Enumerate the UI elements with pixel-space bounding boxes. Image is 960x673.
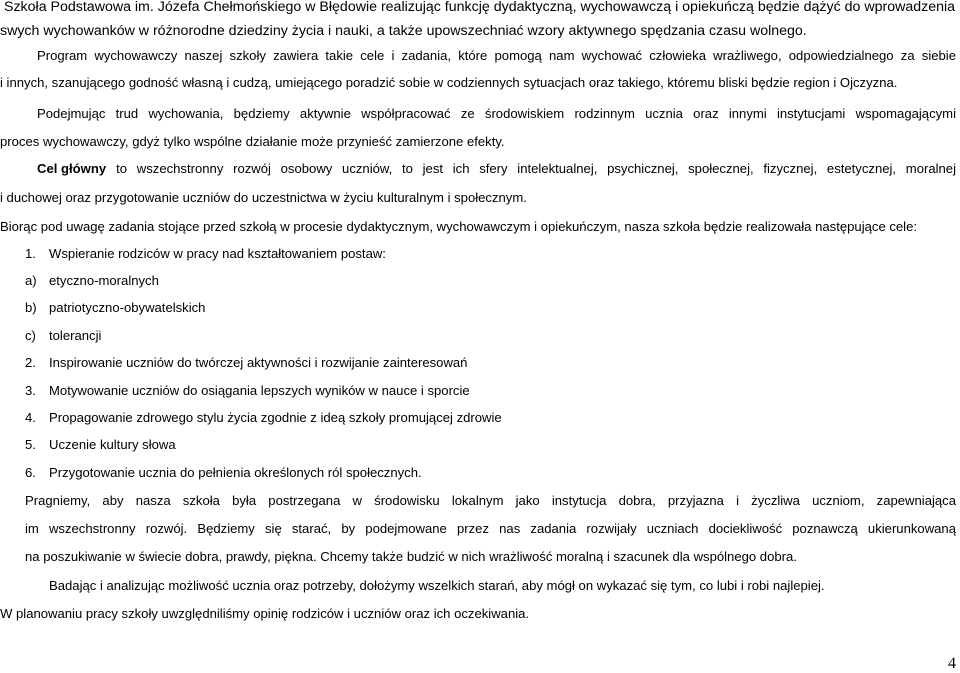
intro-line-2: swych wychowanków w różnorodne dziedziny życia i nauki, a także upowszechniać wzory aktywnego spędzania czasu wolnego. — [0, 23, 807, 39]
list-text: etyczno-moralnych — [49, 273, 159, 288]
list-text: Inspirowanie uczniów do twórczej aktywności i rozwijanie zainteresowań — [49, 355, 468, 370]
list-item — [25, 438, 176, 451]
aspiration-line-3: na poszukiwanie w świecie dobra, prawdy, piękna. Chcemy także budzić w nich wrażliwość moralną i szacunek dla wspólnego dobra. — [25, 549, 797, 564]
list-item — [25, 329, 101, 342]
list-item — [25, 247, 386, 260]
list-text: Motywowanie uczniów do osiągania lepszych wyników w nauce i sporcie — [49, 383, 470, 398]
analysis-paragraph: Badając i analizując możliwość ucznia oraz potrzeby, dołożymy wszelkich starań, aby mógł on wykazać się tym, co lubi i robi najlepiej. — [49, 578, 825, 593]
list-marker: 6. — [25, 465, 36, 480]
list-marker: 4. — [25, 410, 36, 425]
list-marker: 1. — [25, 246, 36, 261]
list-item — [25, 411, 502, 424]
program-line-2: i innych, szanującego godność własną i cudzą, umiejącego poradzić sobie w codziennych sytuacjach oraz takiego, któremu bliski będzie region i Ojczyzna. — [0, 75, 898, 90]
list-text: patriotyczno-obywatelskich — [49, 300, 206, 315]
list-item — [25, 356, 467, 369]
main-goal-text: to wszechstronny rozwój osobowy uczniów, to jest ich sfery intelektualnej, psychicznej, społecznej, fizycznej, estetycznej, moralnej — [116, 161, 956, 176]
list-marker: c) — [25, 328, 36, 343]
list-marker: 5. — [25, 437, 36, 452]
cooperation-line-1: Podejmując trud wychowania, będziemy aktywnie współpracować ze środowiskiem rodzinnym ucznia oraz innymi instytucjami wspomagającymi — [37, 106, 956, 121]
cooperation-line-2: proces wychowawczy, gdyż tylko wspólne działanie może przynieść zamierzone efekty. — [0, 134, 505, 149]
list-intro: Biorąc pod uwagę zadania stojące przed szkołą w procesie dydaktycznym, wychowawczym i opiekuńczym, nasza szkoła będzie realizowała następujące cele: — [0, 219, 918, 234]
main-goal-line-2: i duchowej oraz przygotowanie uczniów do uczestnictwa w życiu kulturalnym i społecznym. — [0, 190, 527, 205]
page-number: 4 — [948, 655, 956, 672]
list-item — [25, 301, 205, 314]
list-text: Wspieranie rodziców w pracy nad kształtowaniem postaw: — [49, 246, 386, 261]
list-item — [25, 466, 422, 479]
main-goal-line-1 — [37, 162, 956, 175]
list-text: tolerancji — [49, 328, 102, 343]
list-marker: 3. — [25, 383, 36, 398]
list-item — [25, 274, 159, 287]
planning-paragraph: W planowaniu pracy szkoły uwzględniliśmy opinię rodziców i uczniów oraz ich oczekiwania. — [0, 606, 530, 621]
aspiration-line-1: Pragniemy, aby nasza szkoła była postrzegana w środowisku lokalnym jako instytucja dobra, przyjazna i życzliwa uczniom, zapewniająca — [25, 493, 956, 508]
list-marker: a) — [25, 273, 37, 288]
list-item — [25, 384, 470, 397]
list-text: Uczenie kultury słowa — [49, 437, 176, 452]
list-marker: b) — [25, 300, 37, 315]
intro-line-1: Szkoła Podstawowa im. Józefa Chełmońskiego w Błędowie realizując funkcję dydaktyczną, wychowawczą i opiekuńczą będzie dążyć do wprowadzenia — [4, 0, 956, 15]
list-marker: 2. — [25, 355, 36, 370]
aspiration-line-2: im wszechstronny rozwój. Będziemy się starać, by podejmowane przez nas zadania rozwijały uczniach dociekliwość poznawczą ukierunkowaną — [25, 521, 956, 536]
main-goal-label: Cel główny — [37, 161, 107, 176]
program-line-1: Program wychowawczy naszej szkoły zawiera takie cele i zadania, które pomogą nam wychować człowieka wrażliwego, odpowiedzialnego za siebie — [37, 48, 956, 63]
list-text: Przygotowanie ucznia do pełnienia określonych ról społecznych. — [49, 465, 422, 480]
list-text: Propagowanie zdrowego stylu życia zgodnie z ideą szkoły promującej zdrowie — [49, 410, 502, 425]
